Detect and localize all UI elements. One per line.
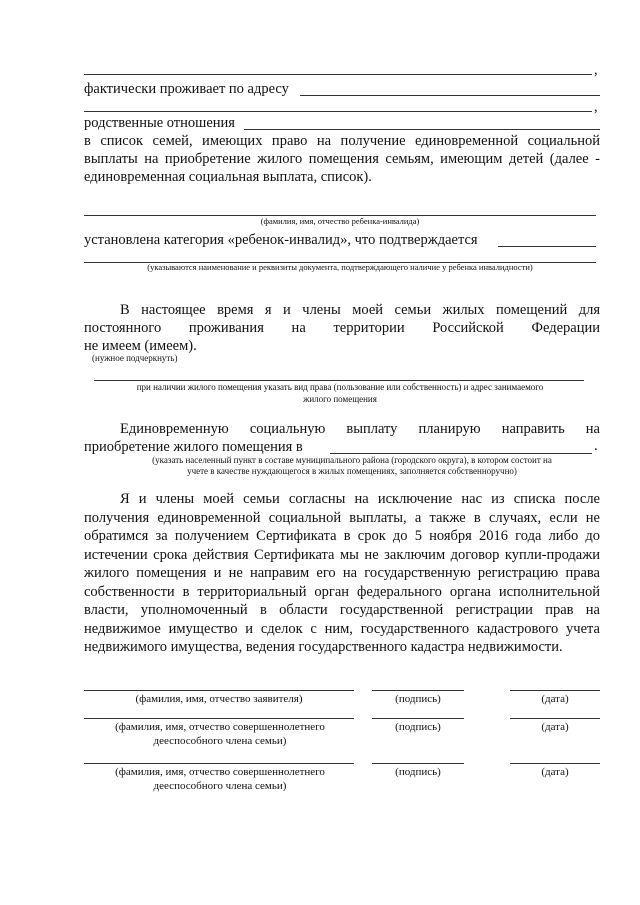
child-name-hint: (фамилия, имя, отчество ребенка-инвалида) [260,216,420,226]
comma: , [594,99,598,115]
doc-hint: (указываются наименование и реквизиты документа, подтверждающего наличие у ребенка инвалидности) [147,262,533,272]
date-hint: (дата) [541,766,569,778]
category-doc-line[interactable] [498,246,596,247]
member-name-line[interactable] [84,718,354,719]
consent-paragraph: Я и члены моей семьи согласны на исключение нас из списка после получения единовременной социальной выплаты, а также в случаях, если не обратимся за получением Сертификата в срок до 5 ноября 2016 года либо до истечении срока действия Сертификата мы не заключим договор купли-продажи жилого помещения и не направим его на государственную регистрацию права собственности в территориальный орган федерального органа исполнительной власти, уполномоченный в области государственной регистрации прав на недвижимое имущество и сделок с ним, государственного кадастрового учета недвижимого имущества, ведения государственного кадастра недвижимости. [84,491,600,655]
list-line: единовременная социальная выплата, список). [84,169,372,186]
name-hint: (фамилия, имя, отчество заявителя) [135,693,303,705]
underline-hint: (нужное подчеркнуть) [92,353,178,363]
housing-hint: жилого помещения [303,394,377,404]
relation-input-line[interactable] [244,129,600,130]
date-line[interactable] [510,763,600,764]
housing-line: постоянного проживания на территории Российской Федерации [84,320,600,337]
applicant-name-line[interactable] [84,690,354,691]
date-line[interactable] [510,718,600,719]
signature-line[interactable] [372,763,464,764]
place-hint: учете в качестве нуждающегося в жилых помещениях, заполняется собственноручно) [187,466,517,476]
comma: , [594,62,598,78]
address-input-line[interactable] [300,95,600,96]
member-name-line[interactable] [84,763,354,764]
blank-line-2[interactable] [84,111,592,112]
category-text: установлена категория «ребенок-инвалид», что подтверждается [84,232,478,248]
date-line[interactable] [510,690,600,691]
name-hint: (фамилия, имя, отчество совершеннолетнего дееспособного члена семьи) [115,721,325,747]
date-hint: (дата) [541,721,569,733]
direct-line-2: приобретение жилого помещения в [84,439,303,455]
name-hint: (фамилия, имя, отчество совершеннолетнего дееспособного члена семьи) [115,766,325,792]
signature-line[interactable] [372,690,464,691]
housing-line: В настоящее время я и члены моей семьи жилых помещений для [120,302,600,318]
sign-hint: (подпись) [395,693,441,705]
list-paragraph [84,132,600,187]
housing-hint: при наличии жилого помещения указать вид права (пользование или собственность) и адрес занимаемого [136,382,544,392]
list-line: выплаты на приобретение жилого помещения семьям, имеющим детей (далее - [84,151,600,168]
signature-line[interactable] [372,718,464,719]
list-line: в список семей, имеющих право на получение единовременной социальной [84,133,600,149]
place-input-line[interactable] [330,453,592,454]
housing-line-blank[interactable] [94,380,584,381]
sign-hint: (подпись) [395,721,441,733]
place-hint: (указать населенный пункт в составе муниципального района (городского округа), в котором состоит на [152,455,552,465]
housing-paragraph [84,301,600,356]
sign-hint: (подпись) [395,766,441,778]
address-label: фактически проживает по адресу [84,81,289,97]
relation-label: родственные отношения [84,115,235,131]
direct-line: Единовременную социальную выплату планирую направить на [120,421,600,437]
date-hint: (дата) [541,693,569,705]
blank-line-1[interactable] [84,74,592,75]
housing-line: не имеем (имеем). [84,338,197,355]
period: . [594,438,598,454]
